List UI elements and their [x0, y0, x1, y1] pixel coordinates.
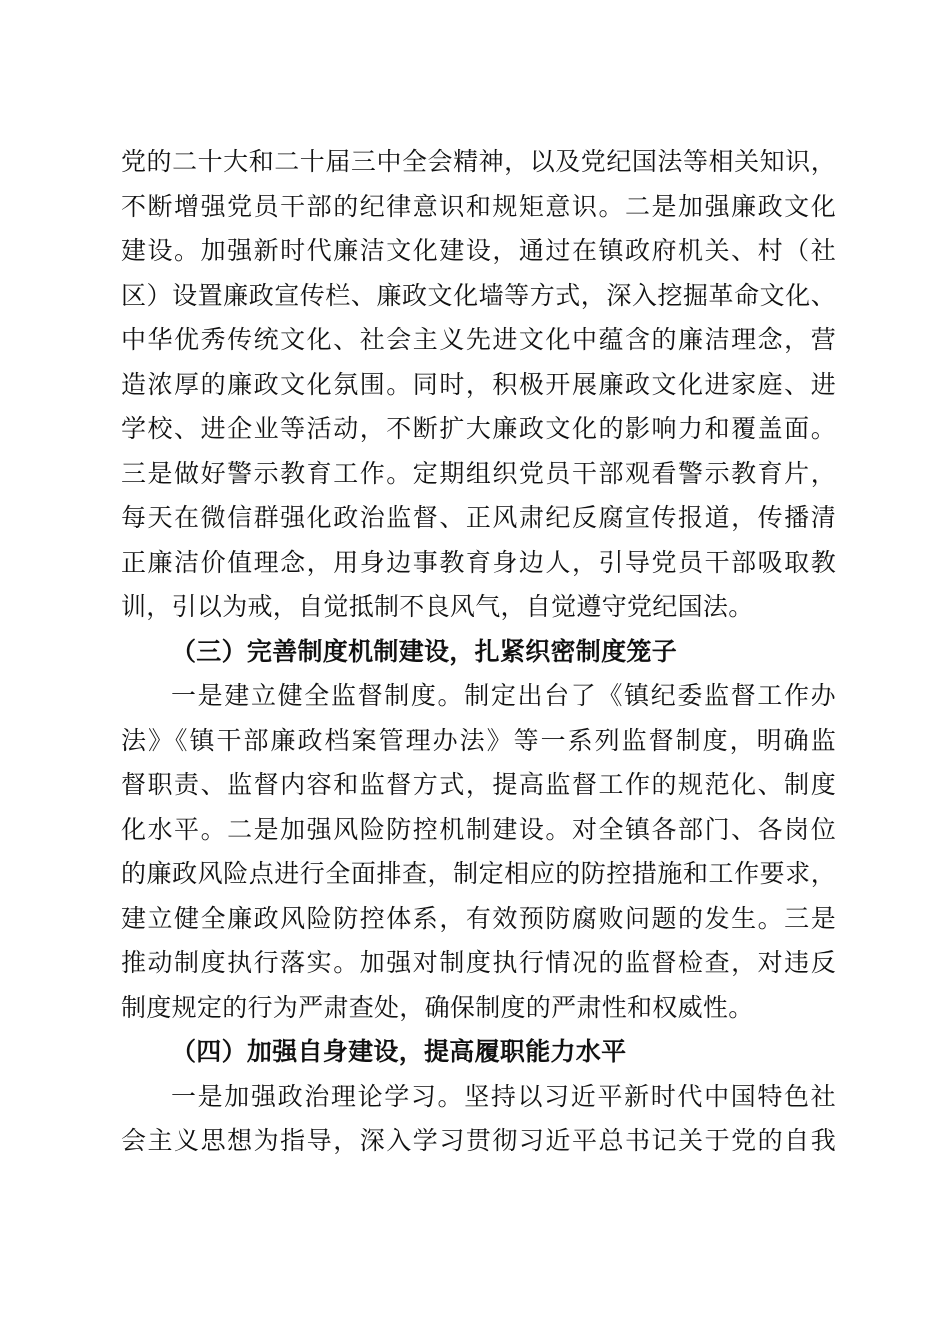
text-line: 不断增强党员干部的纪律意识和规矩意识。二是加强廉政文化 — [121, 191, 836, 221]
text-line: 正廉洁价值理念，用身边事教育身边人，引导党员干部吸取教 — [121, 547, 836, 577]
text-line: 三是做好警示教育工作。定期组织党员干部观看警示教育片， — [121, 458, 836, 488]
text-line: 推动制度执行落实。加强对制度执行情况的监督检查，对违反 — [121, 948, 836, 977]
section-heading: （三）完善制度机制建设，扎紧织密制度笼子 — [171, 636, 678, 666]
text-line: 的廉政风险点进行全面排查，制定相应的防控措施和工作要求， — [121, 859, 836, 888]
text-line: 化水平。二是加强风险防控机制建设。对全镇各部门、各岗位 — [121, 814, 836, 844]
text-line: 区）设置廉政宣传栏、廉政文化墙等方式，深入挖掘革命文化、 — [121, 280, 836, 310]
paragraph-first-line: 一是建立健全监督制度。制定出台了《镇纪委监督工作办 — [171, 681, 836, 710]
document-body — [121, 140, 836, 1164]
text-line: 建立健全廉政风险防控体系，有效预防腐败问题的发生。三是 — [121, 903, 836, 933]
text-line: 中华优秀传统文化、社会主义先进文化中蕴含的廉洁理念，营 — [121, 325, 836, 354]
text-line: 建设。加强新时代廉洁文化建设，通过在镇政府机关、村（社 — [121, 236, 836, 265]
text-line: 造浓厚的廉政文化氛围。同时，积极开展廉政文化进家庭、进 — [121, 369, 836, 399]
section-heading: （四）加强自身建设，提高履职能力水平 — [171, 1037, 627, 1066]
text-line: 学校、进企业等活动，不断扩大廉政文化的影响力和覆盖面。 — [121, 414, 836, 443]
text-line: 会主义思想为指导，深入学习贯彻习近平总书记关于党的自我 — [121, 1126, 836, 1155]
text-line: 每天在微信群强化政治监督、正风肃纪反腐宣传报道，传播清 — [121, 503, 836, 532]
text-line: 制度规定的行为严肃查处，确保制度的严肃性和权威性。 — [121, 992, 754, 1022]
text-line: 法》《镇干部廉政档案管理办法》等一系列监督制度，明确监 — [121, 725, 836, 755]
text-line: 党的二十大和二十届三中全会精神，以及党纪国法等相关知识， — [121, 147, 836, 176]
text-line: 训，引以为戒，自觉抵制不良风气，自觉遵守党纪国法。 — [121, 592, 754, 621]
paragraph-first-line: 一是加强政治理论学习。坚持以习近平新时代中国特色社 — [171, 1081, 836, 1111]
text-line: 督职责、监督内容和监督方式，提高监督工作的规范化、制度 — [121, 770, 836, 799]
